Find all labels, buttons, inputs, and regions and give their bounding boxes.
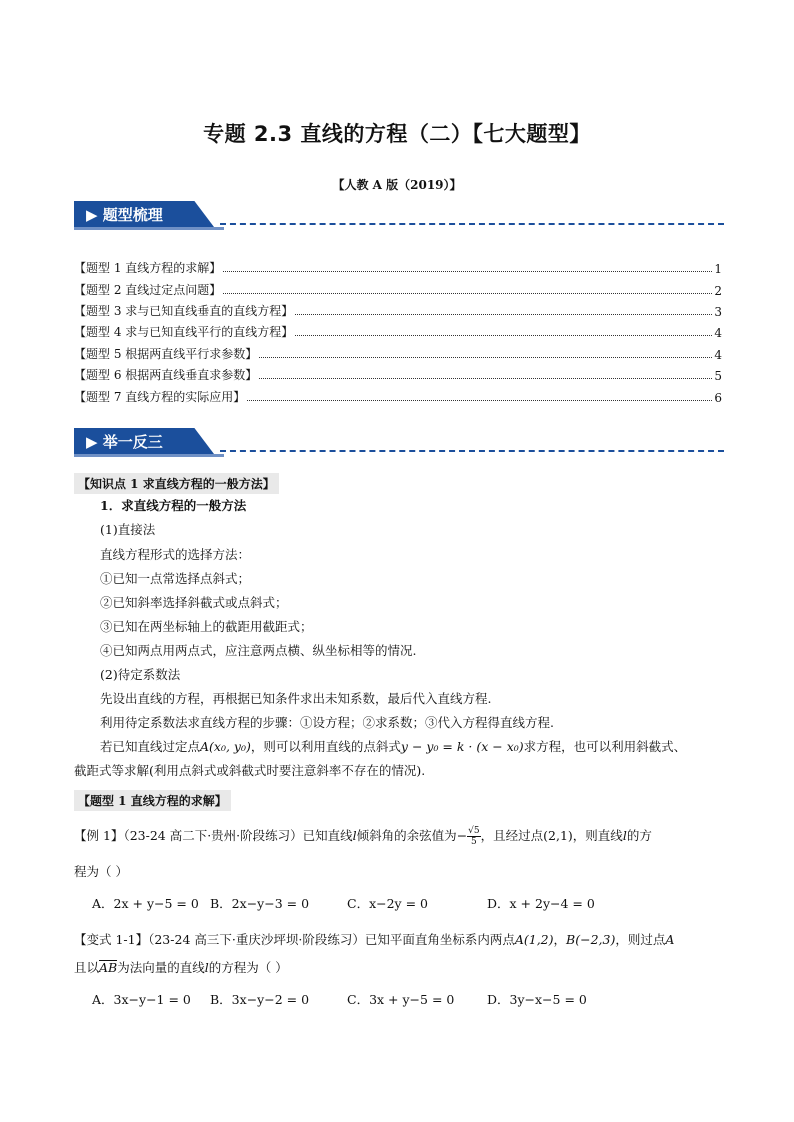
knowledge-line: ④已知两点用两点式，应注意两点横、纵坐标相等的情况. bbox=[100, 643, 417, 658]
option-c[interactable]: C．x−2y = 0 bbox=[347, 896, 428, 911]
knowledge-line: (2)待定系数法 bbox=[100, 667, 181, 682]
variant-1-1-stem-cont: 且以AB为法向量的直线l的方程为（ ） bbox=[74, 960, 288, 975]
banner-practice bbox=[74, 428, 724, 458]
toc-item[interactable]: 【题型 7 直线方程的实际应用】 6 bbox=[74, 390, 722, 405]
banner-label: ▶ 题型梳理 bbox=[86, 206, 163, 224]
knowledge-line: (1)直接法 bbox=[100, 522, 156, 537]
knowledge-line: 利用待定系数法求直线方程的步骤：①设方程；②求系数；③代入方程得直线方程. bbox=[100, 715, 554, 730]
knowledge-line: ①已知一点常选择点斜式； bbox=[100, 571, 251, 586]
vector-ab: AB bbox=[99, 960, 118, 975]
option-b[interactable]: B．2x−y−3 = 0 bbox=[210, 896, 310, 911]
variant-label: 【变式 1-1】 bbox=[74, 932, 149, 947]
banner-divider bbox=[220, 450, 724, 452]
knowledge-heading: 1．求直线方程的一般方法 bbox=[100, 498, 247, 513]
option-a[interactable]: A．3x−y−1 = 0 bbox=[92, 992, 191, 1007]
example-label: 【例 1】 bbox=[74, 828, 124, 843]
page-title: 专题 2.3 直线的方程（二）【七大题型】 bbox=[203, 122, 591, 146]
option-b[interactable]: B．3x−y−2 = 0 bbox=[210, 992, 310, 1007]
edition-subtitle: 【人教 A 版（2019）】 bbox=[332, 178, 462, 192]
banner-label: ▶ 举一反三 bbox=[86, 433, 163, 451]
toc-item[interactable]: 【题型 3 求与已知直线垂直的直线方程】 3 bbox=[74, 304, 722, 319]
fraction: $\frac{√5}{5}$ bbox=[468, 826, 480, 847]
option-c[interactable]: C．3x + y−5 = 0 bbox=[347, 992, 455, 1007]
knowledge-point-title: 【知识点 1 求直线方程的一般方法】 bbox=[74, 473, 279, 494]
example-1-stem: 【例 1】（23-24 高二下·贵州·阶段练习）已知直线l倾斜角的余弦值为− $\frac{√5}{5}$ ，且经过点(2,1)，则直线l的方 bbox=[74, 826, 652, 847]
toc-item[interactable]: 【题型 4 求与已知直线平行的直线方程】 4 bbox=[74, 325, 722, 340]
option-d[interactable]: D．3y−x−5 = 0 bbox=[487, 992, 587, 1007]
option-a[interactable]: A．2x + y−5 = 0 bbox=[92, 896, 199, 911]
example-source: （23-24 高二下·贵州·阶段练习） bbox=[123, 828, 303, 843]
question-type-title: 【题型 1 直线方程的求解】 bbox=[74, 790, 231, 811]
knowledge-line: 直线方程形式的选择方法： bbox=[100, 547, 251, 562]
point-slope-formula: y − y₀ = k · (x − x₀) bbox=[400, 739, 524, 754]
knowledge-line: 截距式等求解(利用点斜式或斜截式时要注意斜率不存在的情况). bbox=[74, 763, 426, 778]
toc-item[interactable]: 【题型 6 根据两直线垂直求参数】 5 bbox=[74, 368, 722, 383]
knowledge-line-formula: 若已知直线过定点A(x₀, y₀)，则可以利用直线的点斜式y − y₀ = k · (x − x₀)求方程，也可以利用斜截式、 bbox=[100, 739, 687, 754]
variant-source: （23-24 高三下·重庆沙坪坝·阶段练习） bbox=[148, 932, 365, 947]
toc-item[interactable]: 【题型 1 直线方程的求解】 1 bbox=[74, 261, 722, 276]
banner-divider bbox=[220, 223, 724, 225]
option-d[interactable]: D．x + 2y−4 = 0 bbox=[487, 896, 595, 911]
knowledge-line: 先设出直线的方程，再根据已知条件求出未知系数，最后代入直线方程. bbox=[100, 691, 492, 706]
toc-item[interactable]: 【题型 5 根据两直线平行求参数】 4 bbox=[74, 347, 722, 362]
knowledge-line: ③已知在两坐标轴上的截距用截距式； bbox=[100, 619, 313, 634]
knowledge-line: ②已知斜率选择斜截式或点斜式； bbox=[100, 595, 288, 610]
example-1-stem-cont: 程为（ ） bbox=[74, 864, 128, 879]
toc-item[interactable]: 【题型 2 直线过定点问题】 2 bbox=[74, 283, 722, 298]
point-notation: A(x₀, y₀) bbox=[200, 739, 251, 754]
banner-question-types bbox=[74, 201, 724, 231]
variant-1-1-stem: 【变式 1-1】（23-24 高三下·重庆沙坪坝·阶段练习）已知平面直角坐标系内两点A(1,2)，B(−2,3)，则过点A bbox=[74, 932, 675, 947]
